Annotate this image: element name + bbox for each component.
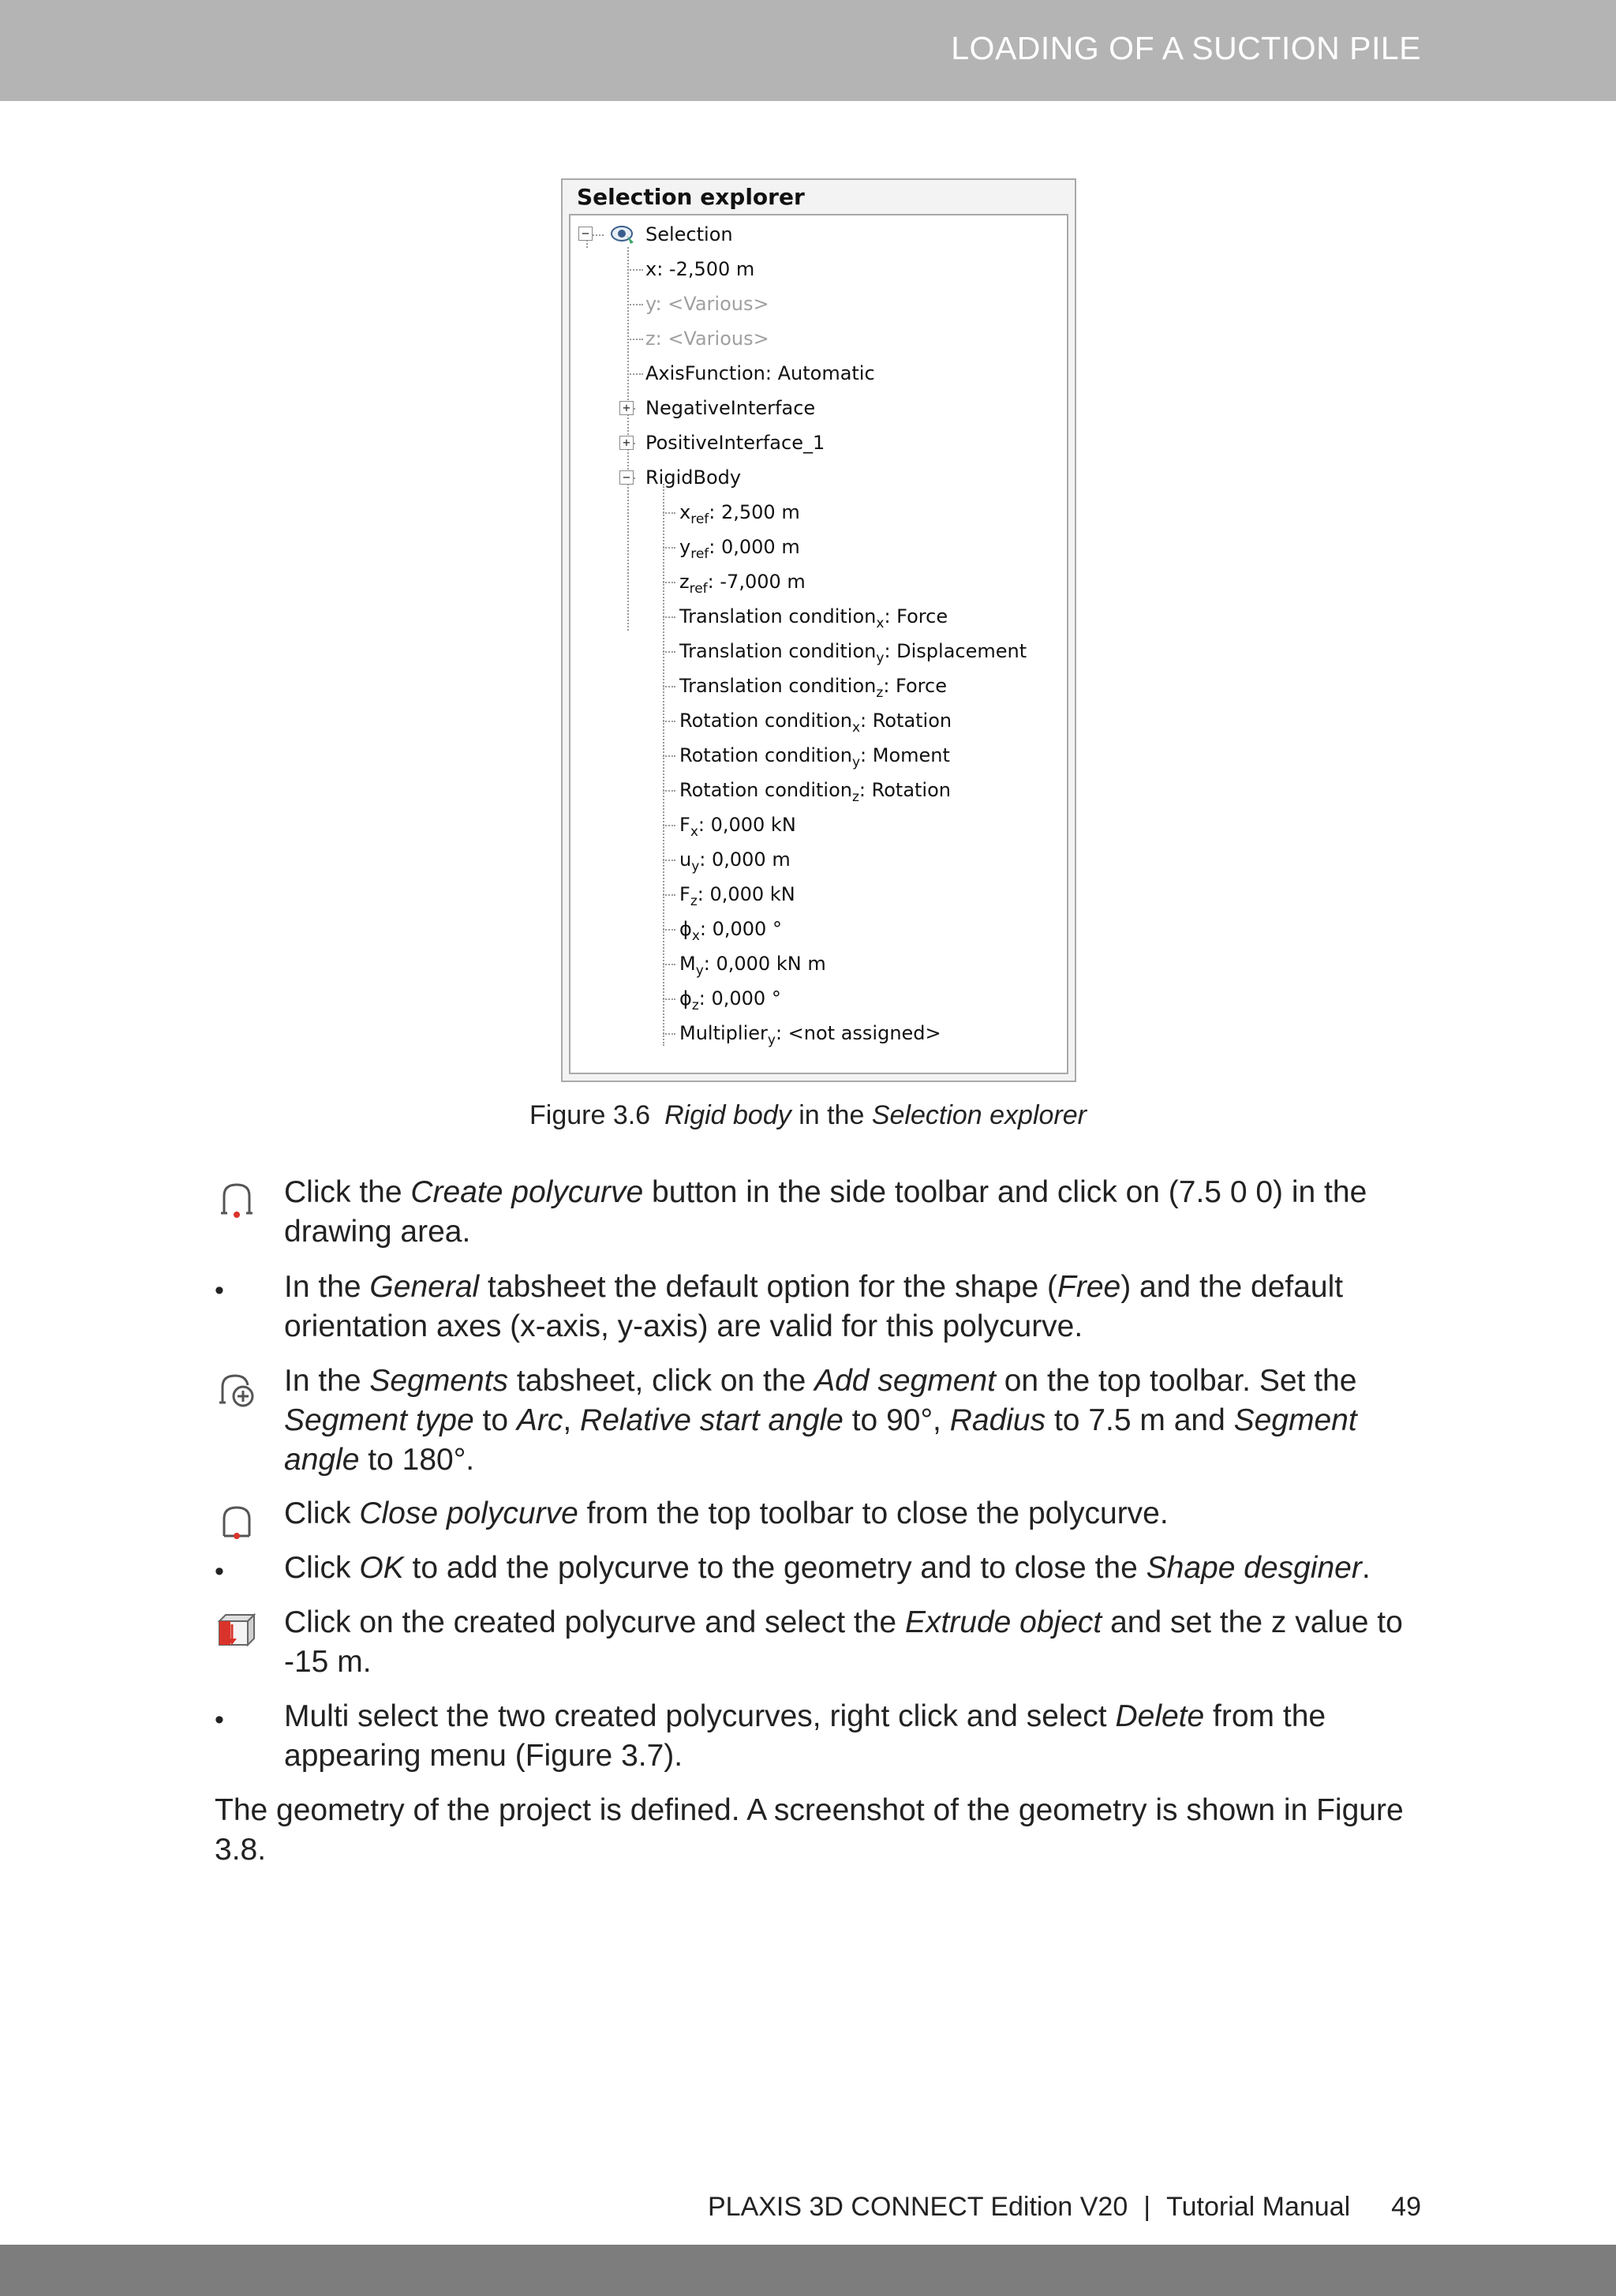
step-close-polycurve	[284, 1494, 1420, 1534]
add-segment-icon	[215, 1368, 259, 1412]
s6-a: Click on the created polycurve and select the	[284, 1605, 905, 1639]
tree-negative-interface[interactable]: NegativeInterface	[645, 397, 816, 419]
s6-b: Extrude object	[904, 1605, 1102, 1639]
trans-x-base: Translation condition	[679, 605, 877, 627]
panel-title: Selection explorer	[577, 184, 805, 210]
tree-line	[663, 721, 675, 722]
s7-c: from the appearing menu (Figure 3.7).	[284, 1699, 1326, 1773]
s3-i: ,	[563, 1403, 581, 1437]
s5-b: OK	[359, 1551, 404, 1585]
phix-value: : 0,000 °	[699, 918, 782, 940]
yref-base: y	[679, 536, 691, 558]
footer-manual: Tutorial Manual	[1166, 2192, 1351, 2222]
tree-y[interactable]: y: <Various>	[645, 293, 769, 315]
close-polycurve-icon	[215, 1501, 259, 1545]
zref-value: : -7,000 m	[707, 571, 806, 593]
s7-a: Multi select the two created polycurves, right click and select	[284, 1699, 1116, 1733]
rot-x-sub: x	[851, 720, 861, 736]
header-title: LOADING OF A SUCTION PILE	[951, 30, 1421, 66]
collapse-toggle[interactable]: −	[578, 227, 593, 241]
step-create-polycurve	[284, 1173, 1420, 1252]
s1-c: button in the side toolbar and click on (7.5 0 0) in the drawing area.	[284, 1175, 1367, 1249]
s3-k: to 90°,	[843, 1403, 950, 1437]
s3-b: Segments	[369, 1364, 509, 1398]
tree-line	[663, 998, 675, 1000]
tree-line	[663, 790, 675, 792]
xref-sub: ref	[690, 511, 709, 527]
tree-line	[593, 234, 604, 236]
step-general-tabsheet	[284, 1268, 1420, 1347]
tree-line	[663, 547, 675, 549]
fx-value: : 0,000 kN	[698, 814, 796, 836]
rot-z-value: : Rotation	[858, 779, 951, 801]
fx-sub: x	[690, 824, 698, 840]
s3-e: on the top toolbar. Set the	[995, 1364, 1357, 1398]
fz-base: F	[679, 883, 690, 905]
xref-base: x	[679, 501, 691, 523]
uy-base: u	[679, 848, 692, 871]
rot-y-sub: y	[851, 755, 861, 770]
s2-c: tabsheet the default option for the shape (	[479, 1270, 1058, 1304]
s3-d: Add segment	[814, 1364, 996, 1398]
closing-paragraph: The geometry of the project is defined. A screenshot of the geometry is shown in Figure 3.8.	[215, 1793, 1404, 1867]
caption-rigid-body: Rigid body	[664, 1100, 791, 1130]
s3-o: to 180°.	[359, 1443, 475, 1477]
tree-line	[627, 339, 643, 340]
rot-y-base: Rotation condition	[679, 744, 852, 766]
phix-base: ϕ	[679, 918, 692, 940]
tree-line	[663, 964, 675, 965]
s1-a: Click the	[284, 1175, 411, 1209]
footer-separator: |	[1143, 2192, 1151, 2222]
tree-x[interactable]: x: -2,500 m	[645, 258, 755, 280]
fz-sub: z	[690, 893, 698, 909]
s3-l: Radius	[949, 1403, 1046, 1437]
s7-b: Delete	[1115, 1699, 1205, 1733]
tree-line	[627, 304, 643, 305]
tree-line	[663, 894, 675, 896]
trans-y-sub: y	[876, 650, 885, 666]
tree-line	[663, 755, 675, 757]
trans-y-value: : Displacement	[884, 640, 1027, 662]
tree-phiz[interactable]	[679, 981, 781, 1016]
tree-fx[interactable]	[679, 807, 796, 842]
zref-base: z	[679, 571, 690, 593]
s5-d: Shape desginer	[1146, 1551, 1362, 1585]
rot-y-value: : Moment	[860, 744, 950, 766]
bullet: •	[215, 1556, 224, 1586]
my-base: M	[679, 953, 696, 975]
s6-c: and set the z value to -15 m.	[284, 1605, 1403, 1679]
s1-b: Create polycurve	[410, 1175, 644, 1209]
rot-x-base: Rotation condition	[679, 710, 852, 732]
tree-fz[interactable]	[679, 877, 795, 912]
tree-translation-z[interactable]	[679, 669, 947, 703]
rot-z-sub: z	[851, 789, 859, 805]
my-sub: y	[695, 963, 704, 979]
s2-b: General	[369, 1270, 480, 1304]
s2-e: ) and the default orientation axes (x-axis, y-axis) are valid for this polycurve.	[284, 1270, 1344, 1343]
uy-value: : 0,000 m	[699, 848, 791, 871]
selection-explorer-figure	[561, 178, 1076, 1082]
xref-value: : 2,500 m	[709, 501, 800, 523]
s4-b: Close polycurve	[359, 1496, 578, 1530]
tree-line	[586, 240, 588, 248]
expand-toggle[interactable]: +	[619, 401, 634, 415]
figure-caption	[0, 1100, 1616, 1131]
tree-root-selection[interactable]: Selection	[645, 223, 733, 245]
trans-z-base: Translation condition	[679, 675, 877, 697]
tree-line	[663, 1033, 675, 1035]
fz-value: : 0,000 kN	[697, 883, 795, 905]
phix-sub: x	[691, 928, 700, 944]
s4-c: from the top toolbar to close the polycurve.	[578, 1496, 1169, 1530]
multiplier-base: Multiplier	[679, 1022, 768, 1044]
tree-line	[663, 582, 675, 583]
tree-line	[663, 651, 675, 653]
phiz-value: : 0,000 °	[698, 987, 781, 1009]
page-number: 49	[1391, 2192, 1421, 2222]
tree-line	[663, 616, 675, 618]
tree-my[interactable]	[679, 946, 826, 981]
tree-translation-x[interactable]	[679, 599, 948, 634]
uy-sub: y	[691, 859, 700, 875]
tree-line	[663, 825, 675, 826]
multiplier-value: : <not assigned>	[775, 1022, 941, 1044]
tree-phix[interactable]	[679, 912, 782, 946]
tree-z[interactable]: z: <Various>	[645, 328, 769, 350]
yref-sub: ref	[690, 546, 709, 562]
collapse-toggle[interactable]: −	[619, 470, 634, 485]
tree-uy[interactable]	[679, 842, 791, 877]
s3-g: to	[473, 1403, 517, 1437]
tree-line	[627, 269, 643, 271]
s3-c: tabsheet, click on the	[508, 1364, 815, 1398]
trans-z-sub: z	[876, 685, 884, 701]
trans-z-value: : Force	[883, 675, 947, 697]
phiz-base: ϕ	[679, 987, 692, 1009]
tree-multiplier[interactable]	[679, 1016, 941, 1051]
caption-selection-explorer: Selection explorer	[871, 1100, 1087, 1130]
fx-base: F	[679, 814, 690, 836]
polycurve-icon	[215, 1178, 259, 1223]
tree-rotation-z[interactable]	[679, 773, 951, 807]
s5-e: .	[1361, 1551, 1371, 1585]
s3-h: Arc	[516, 1403, 563, 1437]
s3-n: Segment angle	[284, 1403, 1357, 1477]
extrude-icon	[215, 1610, 259, 1654]
footer-product: PLAXIS 3D CONNECT Edition V20	[707, 2192, 1128, 2222]
rot-z-base: Rotation condition	[679, 779, 852, 801]
s2-a: In the	[284, 1270, 370, 1304]
s3-f: Segment type	[284, 1403, 474, 1437]
footer-band	[0, 2245, 1616, 2296]
trans-y-base: Translation condition	[679, 640, 877, 662]
tree-rotation-y[interactable]	[679, 738, 950, 773]
tree-line	[663, 686, 675, 687]
s3-j: Relative start angle	[580, 1403, 844, 1437]
tree-translation-y[interactable]	[679, 634, 1027, 669]
footer	[708, 2192, 1421, 2223]
tree-line	[663, 929, 675, 931]
tree-rigid-body[interactable]: RigidBody	[645, 466, 742, 489]
s3-a: In the	[284, 1364, 370, 1398]
tree-xref[interactable]	[679, 495, 800, 530]
tree-axis-function[interactable]: AxisFunction: Automatic	[645, 362, 875, 384]
zref-sub: ref	[689, 581, 708, 597]
step-extrude	[284, 1603, 1420, 1682]
tree-line	[663, 512, 675, 514]
yref-value: : 0,000 m	[709, 536, 800, 558]
bullet: •	[215, 1275, 224, 1305]
selection-eye-icon	[610, 223, 637, 245]
tree-line	[663, 484, 664, 1046]
caption-label: Figure 3.6	[529, 1100, 651, 1130]
tree-line	[663, 860, 675, 861]
s5-c: to add the polycurve to the geometry and to close the	[403, 1551, 1147, 1585]
expand-toggle[interactable]: +	[619, 436, 634, 450]
tree-rotation-x[interactable]	[679, 703, 952, 738]
s3-m: to 7.5 m and	[1046, 1403, 1234, 1437]
s4-a: Click	[284, 1496, 360, 1530]
phiz-sub: z	[691, 998, 699, 1013]
tree-yref[interactable]	[679, 530, 800, 564]
step-delete-polycurves	[284, 1697, 1420, 1776]
trans-x-sub: x	[876, 616, 885, 631]
trans-x-value: : Force	[884, 605, 948, 627]
bullet: •	[215, 1705, 224, 1735]
s5-a: Click	[284, 1551, 360, 1585]
rot-x-value: : Rotation	[860, 710, 952, 732]
step-segments-tabsheet	[284, 1361, 1420, 1480]
caption-in-the: in the	[791, 1100, 872, 1130]
tree-positive-interface[interactable]: PositiveInterface_1	[645, 432, 825, 454]
tree-zref[interactable]	[679, 564, 806, 599]
multiplier-sub: y	[767, 1032, 776, 1048]
tree-line	[627, 373, 643, 375]
step-click-ok	[284, 1549, 1420, 1588]
selection-tree	[569, 214, 1068, 1074]
s2-d: Free	[1057, 1270, 1121, 1304]
my-value: : 0,000 kN m	[703, 953, 826, 975]
